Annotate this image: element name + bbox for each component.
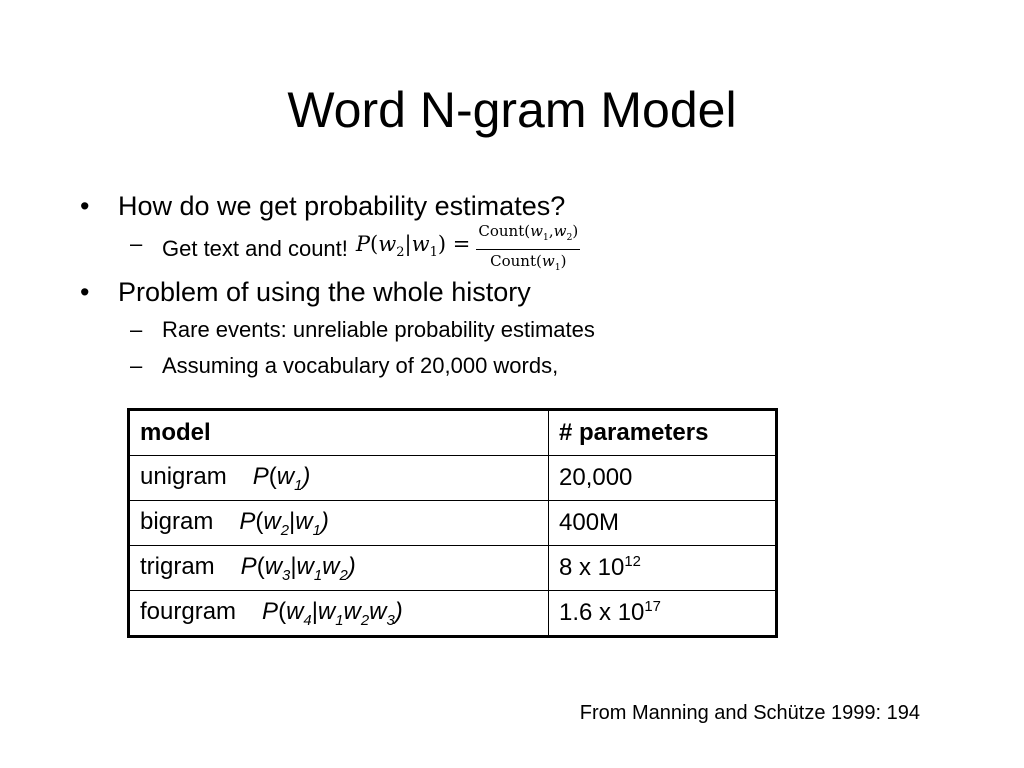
probability-formula: $P(w_2|w_1)$ = xyxy=(355,232,471,261)
count-fraction xyxy=(476,221,580,278)
sub-bullet-dash: – xyxy=(130,353,143,378)
column-header-parameters: # parameters xyxy=(549,410,777,456)
model-cell: unigram $P(w_1)$ xyxy=(129,456,549,501)
fraction-denominator: $Count(w_1)$ xyxy=(490,251,567,273)
sub-bullet-text: Get text and count! xyxy=(162,236,348,261)
bullet-text: How do we get probability estimates? xyxy=(118,191,566,221)
sub-bullet-item xyxy=(78,221,958,273)
bullet-dot: • xyxy=(80,191,90,221)
bullet-dot: • xyxy=(80,277,90,307)
fraction-numerator: $Count(w_1,w_2)$ xyxy=(476,221,580,250)
model-cell: bigram $P(w_2|w_1)$ xyxy=(129,501,549,546)
table-row xyxy=(129,546,777,591)
sub-bullet-item xyxy=(78,348,958,384)
sub-bullet-item xyxy=(78,312,958,348)
sub-bullet-text: Assuming a vocabulary of 20,000 words, xyxy=(162,353,559,378)
table-row xyxy=(129,591,777,637)
params-cell: 8 x $10^{12}$ xyxy=(549,546,777,591)
params-cell: 400M xyxy=(549,501,777,546)
table-row xyxy=(129,456,777,501)
source-citation: From Manning and Schütze 1999: 194 xyxy=(579,702,920,724)
slide-title: Word N-gram Model xyxy=(287,82,737,138)
table-header-row xyxy=(129,410,777,456)
params-cell: 1.6 x $10^{17}$ xyxy=(549,591,777,637)
model-cell: fourgram $P(w_4|w_1w_2w_3)$ xyxy=(129,591,549,637)
bullet-text: Problem of using the whole history xyxy=(118,277,531,307)
column-header-model: model xyxy=(129,410,549,456)
sub-bullet-text: Rare events: unreliable probability estimates xyxy=(162,317,595,342)
params-cell: 20,000 xyxy=(549,456,777,501)
model-cell: trigram $P(w_3|w_1w_2)$ xyxy=(129,546,549,591)
table-row xyxy=(129,501,777,546)
bullet-list xyxy=(78,186,958,384)
bullet-item xyxy=(78,272,958,312)
parameters-table xyxy=(127,408,778,638)
sub-bullet-dash: – xyxy=(130,317,143,342)
sub-bullet-dash: – xyxy=(130,231,143,256)
